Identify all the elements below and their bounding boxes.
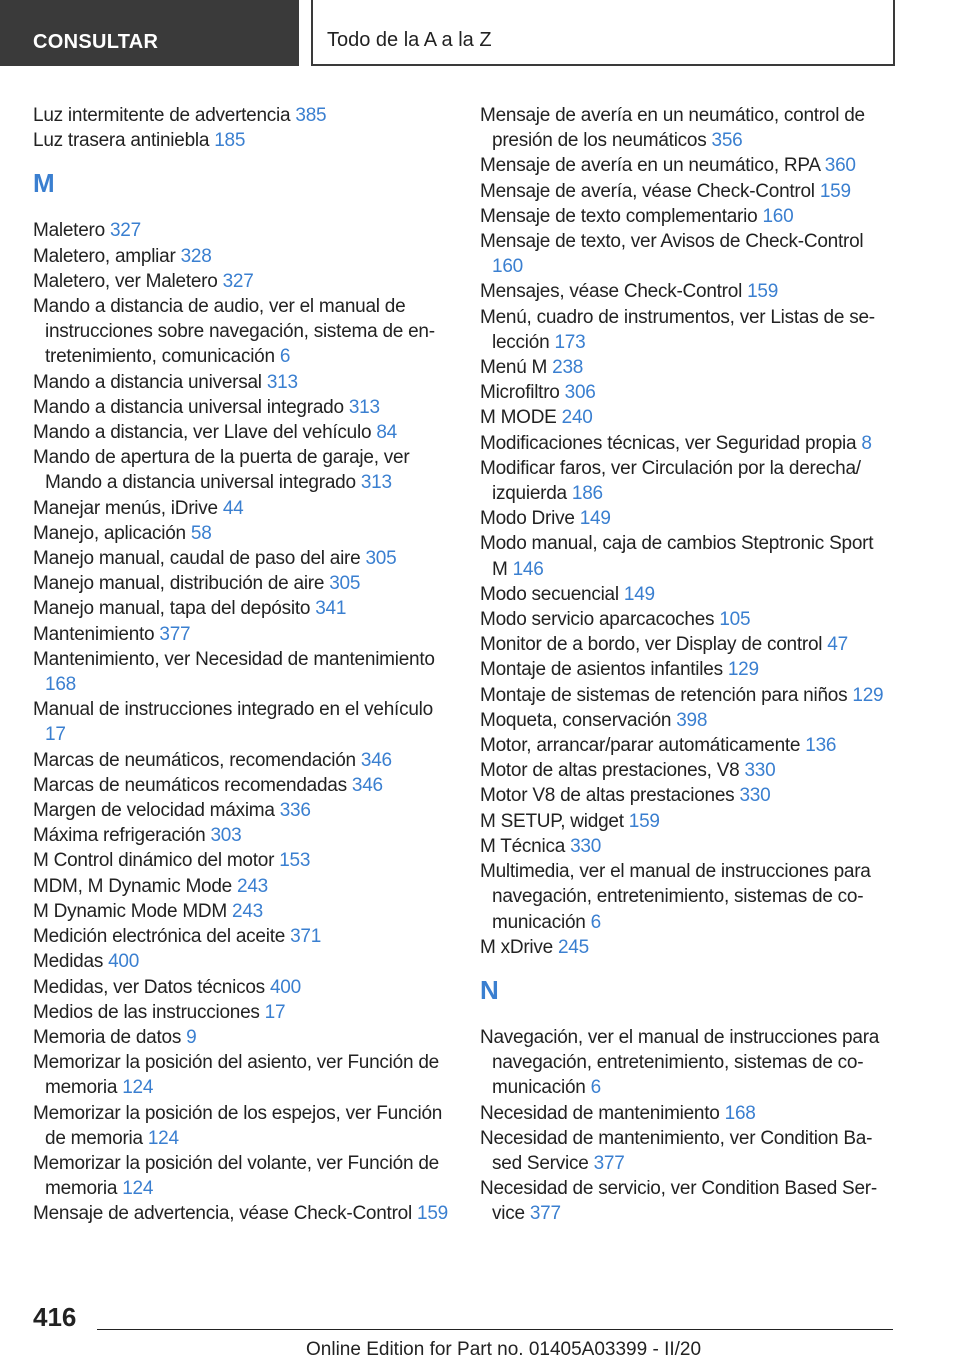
index-page-link[interactable]: 360 xyxy=(824,155,856,177)
index-entry xyxy=(480,783,892,808)
index-entry xyxy=(480,733,892,758)
index-entry-text: M Control dinámico del motor xyxy=(33,850,275,872)
index-page-link[interactable]: 159 xyxy=(819,180,851,202)
index-entry xyxy=(480,1176,892,1226)
index-entry xyxy=(480,506,892,531)
index-page-link[interactable]: 6 xyxy=(279,346,291,368)
index-page-link[interactable]: 129 xyxy=(727,659,759,681)
index-group-l xyxy=(33,103,448,153)
index-entry-text: Motor V8 de altas prestaciones xyxy=(480,785,735,807)
index-entry xyxy=(480,834,892,859)
index-entry xyxy=(480,657,892,682)
index-entry xyxy=(33,798,448,823)
index-entry xyxy=(480,431,892,456)
index-entry-text: Mensaje de avería en un neumático, RPA xyxy=(480,155,820,177)
index-page-link[interactable]: 328 xyxy=(180,245,212,267)
index-entry xyxy=(480,758,892,783)
index-entry-text: Manejo, aplicación xyxy=(33,522,186,544)
index-page-link[interactable]: 400 xyxy=(269,976,301,998)
index-page-link[interactable]: 313 xyxy=(360,472,392,494)
index-entry-text: MDM, M Dynamic Mode xyxy=(33,875,232,897)
index-entry-text: Motor de altas prestaciones, V8 xyxy=(480,760,740,782)
index-entry xyxy=(33,244,448,269)
index-entry xyxy=(33,1101,448,1151)
index-group-m-left xyxy=(33,218,448,1226)
index-entry xyxy=(480,405,892,430)
index-entry-text: Mensaje de avería en un neumático, control de presión de los neumáticos xyxy=(480,105,865,152)
index-entry-text: Necesidad de servicio, ver Condition Based Service xyxy=(480,1178,878,1225)
index-page-link[interactable]: 305 xyxy=(365,548,397,570)
page-number: 416 xyxy=(33,1302,77,1332)
index-group-m-right xyxy=(480,103,892,960)
index-page-link[interactable]: 243 xyxy=(232,900,263,922)
index-entry xyxy=(33,1000,448,1025)
index-entry-text: Maletero xyxy=(33,220,105,242)
index-page-link[interactable]: 377 xyxy=(593,1152,625,1174)
index-page-link[interactable]: 173 xyxy=(554,331,586,353)
index-page-link[interactable]: 330 xyxy=(739,785,771,807)
index-entry-text: Marcas de neumáticos, recomendación xyxy=(33,749,356,771)
index-entry-text: Medios de las instrucciones xyxy=(33,1001,260,1023)
index-entry-text: Manejo manual, caudal de paso del aire xyxy=(33,548,361,570)
index-page-link[interactable]: 341 xyxy=(315,598,347,620)
index-entry-text: Modificar faros, ver Circulación por la derecha/ izquierda xyxy=(480,457,861,505)
index-entry xyxy=(33,218,448,243)
index-page-link[interactable]: 168 xyxy=(45,674,76,696)
index-page-link[interactable]: 159 xyxy=(628,810,660,832)
index-entry xyxy=(480,179,892,204)
edition-footer: Online Edition for Part no. 01405A03399 - II/20 xyxy=(306,1339,702,1360)
index-entry-text: Monitor de a bordo, ver Display de control xyxy=(480,634,823,656)
index-entry-text: Memorizar la posición del volante, ver Función de memoria xyxy=(33,1152,439,1200)
index-entry-text: M Técnica xyxy=(480,835,566,857)
index-page-link[interactable]: 327 xyxy=(109,220,141,242)
index-entry-text: Mando a distancia de audio, ver el manual de instrucciones sobre navegación, sistema de entretenimiento, comunicación xyxy=(33,296,436,368)
index-entry-text: Mantenimiento xyxy=(33,623,155,645)
index-entry-text: Multimedia, ver el manual de instrucciones para navegación, entretenimiento, sistemas de comunicación xyxy=(480,861,871,933)
index-entry-text: Maletero, ampliar xyxy=(33,245,176,267)
index-entry xyxy=(480,632,892,657)
index-entry-text: M Dynamic Mode MDM xyxy=(33,900,227,922)
index-entry xyxy=(33,294,448,370)
index-entry xyxy=(480,859,892,935)
index-entry xyxy=(33,748,448,773)
index-entry xyxy=(33,1151,448,1201)
index-entry xyxy=(480,279,892,304)
index-page-link[interactable]: 336 xyxy=(279,800,311,822)
index-entry xyxy=(480,531,892,581)
index-entry-text: M MODE xyxy=(480,407,557,429)
index-entry xyxy=(33,1201,448,1226)
index-entry-text: M SETUP, widget xyxy=(480,810,624,832)
index-page-link[interactable]: 124 xyxy=(122,1077,154,1099)
index-entry xyxy=(33,848,448,873)
index-entry-text: Memorizar la posición del asiento, ver Función de memoria xyxy=(33,1052,439,1099)
index-page-link[interactable]: 17 xyxy=(264,1001,286,1023)
index-entry xyxy=(33,1025,448,1050)
index-entry xyxy=(480,153,892,178)
index-entry-text: Manejar menús, iDrive xyxy=(33,497,218,519)
index-entry xyxy=(33,949,448,974)
index-entry-text: Menú M xyxy=(480,357,548,379)
section-tab[interactable]: CONSULTAR xyxy=(0,0,299,66)
index-entry-text: Mando a distancia universal xyxy=(33,371,262,393)
index-page-link[interactable]: 185 xyxy=(214,130,246,152)
index-entry xyxy=(33,924,448,949)
index-entry xyxy=(33,395,448,420)
index-entry xyxy=(33,874,448,899)
index-column-left xyxy=(33,103,448,1227)
index-page-link[interactable]: 159 xyxy=(747,281,779,303)
index-page-link[interactable]: 149 xyxy=(623,583,655,605)
index-page-link[interactable]: 243 xyxy=(237,875,268,897)
index-page-link[interactable]: 371 xyxy=(290,926,322,948)
index-page-link[interactable]: 245 xyxy=(557,936,589,958)
index-page-link[interactable]: 346 xyxy=(360,749,392,771)
index-page-link[interactable]: 168 xyxy=(724,1102,756,1124)
index-entry xyxy=(480,683,892,708)
index-entry xyxy=(480,204,892,229)
index-entry-text: Manejo manual, distribución de aire xyxy=(33,573,325,595)
index-entry-text: Modo secuencial xyxy=(480,583,619,605)
chapter-tab[interactable]: Todo de la A a la Z xyxy=(311,0,895,66)
index-page-link[interactable]: 47 xyxy=(827,634,848,656)
index-page-link[interactable]: 129 xyxy=(852,684,884,706)
index-entry-text: Luz trasera antiniebla xyxy=(33,130,210,152)
index-entry xyxy=(33,128,448,153)
index-column-right xyxy=(480,103,892,1227)
index-entry xyxy=(480,305,892,355)
index-entry-text: Necesidad de mantenimiento, ver Condition Based Service xyxy=(480,1127,873,1174)
index-entry xyxy=(480,708,892,733)
index-page-link[interactable]: 313 xyxy=(266,371,298,393)
index-entry-text: Mensaje de advertencia, véase Check-Control xyxy=(33,1203,412,1225)
index-entry xyxy=(33,1050,448,1100)
index-entry xyxy=(33,546,448,571)
index-page-link[interactable]: 330 xyxy=(570,835,602,857)
index-entry-text: Margen de velocidad máxima xyxy=(33,800,275,822)
index-entry xyxy=(480,582,892,607)
index-group-n xyxy=(480,1025,892,1227)
index-entry xyxy=(33,975,448,1000)
index-page-link[interactable]: 17 xyxy=(45,724,66,746)
index-page-link[interactable]: 346 xyxy=(351,774,383,796)
index-entry-text: Modificaciones técnicas, ver Seguridad propia xyxy=(480,432,857,454)
index-page-link[interactable]: 377 xyxy=(159,623,191,645)
index-entry-text: Máxima refrigeración xyxy=(33,825,206,847)
index-page-link[interactable]: 186 xyxy=(571,483,603,505)
index-page-link[interactable]: 44 xyxy=(222,497,244,519)
index-entry-text: Mantenimiento, ver Necesidad de mantenimiento xyxy=(33,648,435,670)
index-entry xyxy=(480,456,892,506)
index-entry-text: Mensaje de texto, ver Avisos de Check-Control xyxy=(480,231,864,253)
index-entry xyxy=(33,496,448,521)
index-entry xyxy=(480,103,892,153)
index-entry-text: Mensajes, véase Check-Control xyxy=(480,281,743,303)
index-entry xyxy=(480,355,892,380)
index-entry xyxy=(33,823,448,848)
index-entry-text: Moqueta, conservación xyxy=(480,709,672,731)
index-entry xyxy=(33,697,448,747)
index-entry-text: Medición electrónica del aceite xyxy=(33,926,286,948)
index-entry xyxy=(33,773,448,798)
index-entry-text: M xDrive xyxy=(480,936,553,958)
index-letter-m: M xyxy=(33,168,55,199)
index-page-link[interactable]: 146 xyxy=(512,558,544,580)
index-page-link[interactable]: 9 xyxy=(186,1026,197,1048)
index-entry-text: Navegación, ver el manual de instrucciones para navegación, entretenimiento, sistemas de comunicación xyxy=(480,1026,880,1099)
index-entry xyxy=(33,647,448,697)
index-page-link[interactable]: 356 xyxy=(711,130,743,152)
index-entry-text: Montaje de asientos infantiles xyxy=(480,659,723,681)
index-entry-text: Luz intermitente de advertencia xyxy=(33,105,291,126)
index-page-link[interactable]: 8 xyxy=(861,432,872,454)
index-entry xyxy=(33,622,448,647)
index-entry xyxy=(480,380,892,405)
index-page-link[interactable]: 159 xyxy=(417,1203,448,1225)
index-page-link[interactable]: 58 xyxy=(190,522,212,544)
index-page-link[interactable]: 238 xyxy=(552,357,584,379)
index-page-link[interactable]: 330 xyxy=(744,760,776,782)
index-page-link[interactable]: 160 xyxy=(492,256,523,278)
index-page-link[interactable]: 377 xyxy=(529,1203,561,1225)
index-page-link[interactable]: 124 xyxy=(122,1178,154,1200)
index-entry xyxy=(480,1025,892,1101)
index-entry-text: Medidas xyxy=(33,951,104,973)
index-page-link[interactable]: 6 xyxy=(590,911,601,933)
index-entry-text: Marcas de neumáticos recomendadas xyxy=(33,774,347,796)
index-entry-text: Necesidad de mantenimiento xyxy=(480,1102,720,1124)
index-entry-text: Memorizar la posición de los espejos, ver Función de memoria xyxy=(33,1102,443,1149)
index-page-link[interactable]: 327 xyxy=(222,270,254,292)
index-entry-text: Mando a distancia universal integrado xyxy=(33,396,344,418)
index-entry-text: Mensaje de texto complementario xyxy=(480,205,758,227)
index-entry-text: Maletero, ver Maletero xyxy=(33,270,218,292)
index-entry-text: Manual de instrucciones integrado en el vehículo xyxy=(33,699,433,721)
index-entry-text: Medidas, ver Datos técnicos xyxy=(33,976,265,998)
page-header xyxy=(0,0,960,66)
index-entry-text: Motor, arrancar/parar automáticamente xyxy=(480,735,801,757)
index-entry xyxy=(480,607,892,632)
index-entry xyxy=(33,269,448,294)
index-page-link[interactable]: 149 xyxy=(579,508,611,530)
index-page-link[interactable]: 305 xyxy=(329,573,361,595)
index-entry-text: Menú, cuadro de instrumentos, ver Listas de selección xyxy=(480,306,876,353)
index-entry-text: Mando a distancia, ver Llave del vehículo xyxy=(33,422,372,444)
index-page-link[interactable]: 303 xyxy=(210,825,242,847)
index-entry-text: Modo manual, caja de cambios Steptronic Sport M xyxy=(480,533,874,580)
index-entry-text: Microfiltro xyxy=(480,382,560,404)
index-page-link[interactable]: 6 xyxy=(590,1077,601,1099)
index-entry xyxy=(33,445,448,495)
index-entry-text: Mensaje de avería, véase Check-Control xyxy=(480,180,815,202)
index-entry xyxy=(33,596,448,621)
index-entry xyxy=(33,571,448,596)
index-letter-n: N xyxy=(480,974,499,1005)
index-entry xyxy=(33,521,448,546)
index-page-link[interactable]: 385 xyxy=(295,105,327,126)
index-page-link[interactable]: 136 xyxy=(805,735,837,757)
index-entry-text: Mando de apertura de la puerta de garaje, ver Mando a distancia universal integrado xyxy=(33,447,410,494)
index-page-link[interactable]: 313 xyxy=(348,396,380,418)
footer-divider xyxy=(97,1329,893,1330)
index-entry-text: Modo Drive xyxy=(480,508,575,530)
index-entry-text: Memoria de datos xyxy=(33,1026,182,1048)
index-entry-text: Manejo manual, tapa del depósito xyxy=(33,598,311,620)
index-entry-text: Montaje de sistemas de retención para niños xyxy=(480,684,848,706)
index-page-link[interactable]: 160 xyxy=(762,205,794,227)
index-entry xyxy=(480,1126,892,1176)
index-entry xyxy=(33,370,448,395)
index-page-link[interactable]: 124 xyxy=(147,1127,179,1149)
index-entry xyxy=(480,1101,892,1126)
index-page-link[interactable]: 400 xyxy=(108,951,140,973)
index-entry-text: Modo servicio aparcacoches xyxy=(480,609,715,631)
index-entry xyxy=(480,935,892,960)
index-page-link[interactable]: 240 xyxy=(561,407,593,429)
index-entry xyxy=(480,229,892,279)
index-page-link[interactable]: 306 xyxy=(564,382,596,404)
index-entry xyxy=(480,809,892,834)
index-page-link[interactable]: 398 xyxy=(676,709,708,731)
index-page-link[interactable]: 105 xyxy=(719,609,751,631)
index-entry xyxy=(33,103,448,128)
index-page-link[interactable]: 84 xyxy=(376,422,397,444)
index-entry xyxy=(33,420,448,445)
index-entry xyxy=(33,899,448,924)
index-page-link[interactable]: 153 xyxy=(279,850,311,872)
